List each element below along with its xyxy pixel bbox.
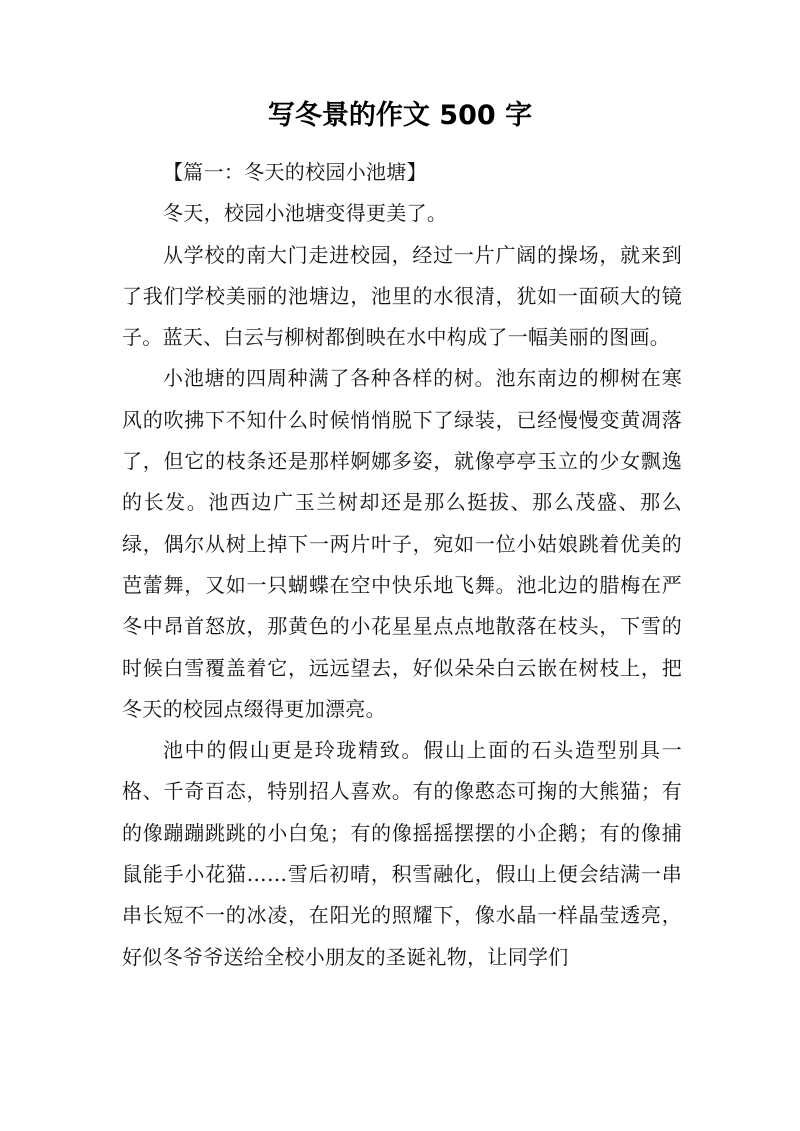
section-heading: 【篇一：冬天的校园小池塘】 xyxy=(163,160,427,184)
paragraph: 小池塘的四周种满了各种各样的树。池东南边的柳树在寒风的吹拂下不知什么时候悄悄脱下了绿装，已经慢慢变黄凋落了，但它的枝条还是那样婀娜多姿，就像亭亭玉立的少女飘逸的长发。池西边广玉兰树却还是那么挺拔、那么茂盛、那么绿，偶尔从树上掉下一两片叶子，宛如一位小姑娘跳着优美的芭蕾舞，又如一只蝴蝶在空中快乐地飞舞。池北边的腊梅在严冬中昂首怒放，那黄色的小花星星点点地散落在枝头，下雪的时候白雪覆盖着它，远远望去，好似朵朵白云嵌在树枝上，把冬天的校园点缀得更加漂亮。 xyxy=(122,366,682,721)
paragraph: 从学校的南大门走进校园，经过一片广阔的操场，就来到了我们学校美丽的池塘边，池里的水很清，犹如一面硕大的镜子。蓝天、白云与柳树都倒映在水中构成了一幅美丽的图画。 xyxy=(122,242,682,350)
essay-body xyxy=(122,152,682,978)
page-title: 写冬景的作文 500 字 xyxy=(267,100,533,131)
paragraph: 池中的假山更是玲珑精致。假山上面的石头造型别具一格、千奇百态，特别招人喜欢。有的像憨态可掬的大熊猫；有的像蹦蹦跳跳的小白兔；有的像摇摇摆摆的小企鹅；有的像捕鼠能手小花猫……雪后初晴，积雪融化，假山上便会结满一串串长短不一的冰凌，在阳光的照耀下，像水晶一样晶莹透亮，好似冬爷爷送给全校小朋友的圣诞礼物，让同学们 xyxy=(122,738,682,969)
paragraph: 冬天，校园小池塘变得更美了。 xyxy=(163,201,448,226)
